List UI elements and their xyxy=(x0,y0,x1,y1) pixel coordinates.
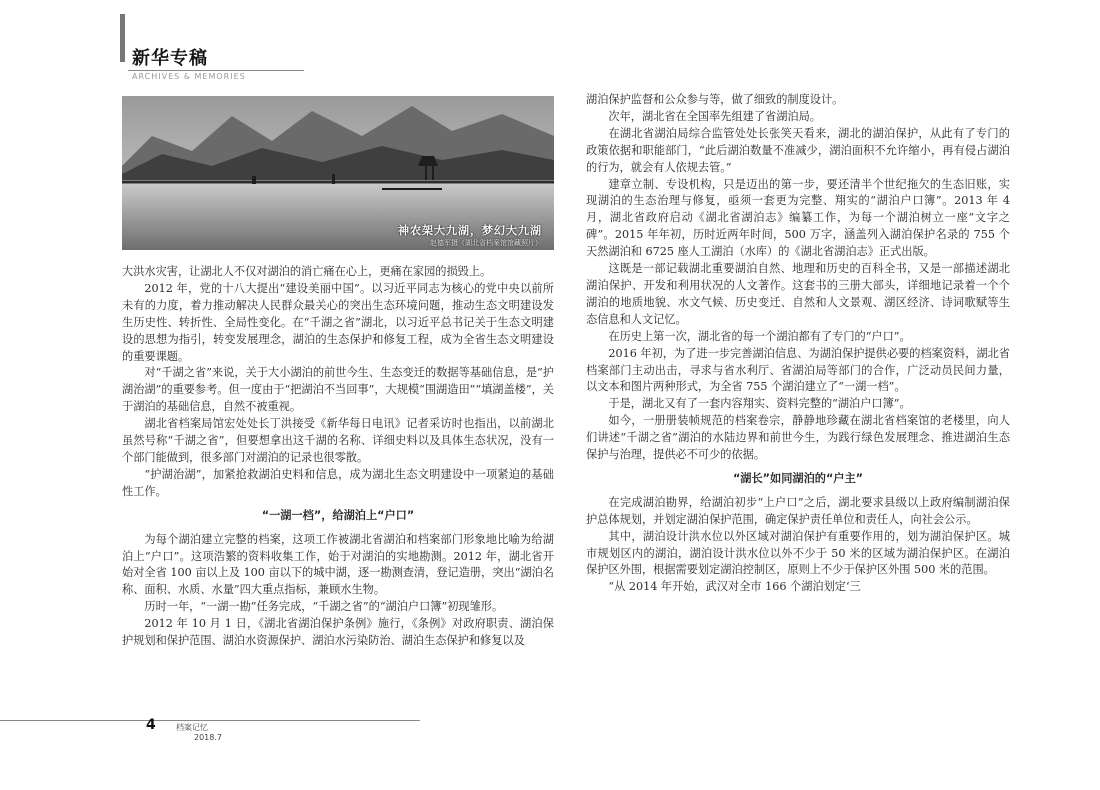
paragraph: 大洪水灾害，让湖北人不仅对湖泊的消亡痛在心上，更痛在家园的损毁上。 xyxy=(122,265,492,278)
column-title: 新华专稿 xyxy=(132,48,208,69)
paragraph: 如今，一册册装帧规范的档案卷宗，静静地珍藏在湖北省档案馆的老楼里，向人们讲述“千湖之省”湖泊的水陆边界和前世今生，为践行绿色发展理念、推进湖泊生态保护与治理，提供必不可少的依据。 xyxy=(586,414,1010,462)
paragraph: 为每个湖泊建立完整的档案，这项工作被湖北省湖泊和档案部门形象地比喻为给湖泊上“户口”。这项浩繁的资料收集工作，始于对湖泊的实地勘测。2012 年，湖北省开始对全省 100 亩以上及 100 亩以下的城中湖，逐一勘测查清，登记造册，突出“湖泊名称、面积、水质、水量”四大重点指标，兼顾水生物。 xyxy=(122,532,554,597)
paragraph: “护湖治湖”，加紧抢救湖泊史料和信息，成为湖北生态文明建设中一项紧迫的基础性工作。 xyxy=(122,467,554,498)
column-subtitle: ARCHIVES & MEMORIES xyxy=(132,72,246,81)
paragraph: 2012 年，党的十八大提出“建设美丽中国”。以习近平同志为核心的党中央以前所未有的力度，着力推动解决人民群众最关心的突出生态环境问题，推动生态文明建设发生历史性、转折性、全局性变化。在“千湖之省”湖北，以习近平总书记关于生态文明建设的思想为指引，转变发展理念，湖泊的生态保护和修复工程，成为全省生态文明建设的重要课题。 xyxy=(122,281,554,363)
footer-rule xyxy=(0,720,420,721)
paragraph: 次年，湖北省在全国率先组建了省湖泊局。 xyxy=(608,109,821,123)
photo-credit: 赵德军摄（湖北省档案馆馆藏照片） xyxy=(430,239,542,247)
section-heading: “湖长”如同湖泊的“户主” xyxy=(732,471,864,485)
paragraph: 于是，湖北又有了一套内容翔实、资料完整的“湖泊户口簿”。 xyxy=(608,397,911,411)
paragraph: 在历史上第一次，湖北省的每一个湖泊都有了专门的“户口”。 xyxy=(608,329,911,343)
paragraph: 建章立制、专设机构，只是迈出的第一步，要还清半个世纪拖欠的生态旧账，实现湖泊的生态治理与修复，亟须一套更为完整、翔实的“湖泊户口簿”。2013 年 4 月，湖北省政府启动《湖北省湖泊志》编纂工作，为每一个湖泊树立一座“文字之碑”。2015 年年初，历时近两年时间，500 万字，涵盖列入湖泊保护名录的 755 个天然湖泊和 6725 座人工湖泊（水库）的《湖北省湖泊志》正式出版。 xyxy=(586,177,1010,259)
issue-date: 2018.7 xyxy=(194,733,222,742)
page-number: 4 xyxy=(146,717,156,733)
paragraph: 历时一年，“一湖一勘”任务完成，“千湖之省”的“湖泊户口簿”初现雏形。 xyxy=(144,600,504,614)
paragraph: “从 2014 年开始，武汉对全市 166 个湖泊划定‘三 xyxy=(608,580,861,594)
header-accent-bar xyxy=(120,14,125,62)
paragraph: 对“千湖之省”来说，关于大小湖泊的前世今生、生态变迁的数据等基础信息，是“护湖治湖”的重要参考。但一度由于“把湖泊不当回事”，大规模“围湖造田”“填湖盖楼”，关于湖泊的基础信息，自然不被重视。 xyxy=(122,366,554,414)
paragraph: 在完成湖泊勘界，给湖泊初步“上户口”之后，湖北要求县级以上政府编制湖泊保护总体规划，并划定湖泊保护范围，确定保护责任单位和责任人，向社会公示。 xyxy=(586,495,1010,526)
header-rule xyxy=(128,70,304,71)
paragraph: 湖北省档案局馆宏处处长丁洪接受《新华每日电讯》记者采访时也指出，以前湖北虽然号称“千湖之省”，但要想拿出这千湖的名称、详细史料以及具体生态状况，没有一个部门能做到，很多部门对湖泊的记录也很零散。 xyxy=(122,417,554,464)
right-column xyxy=(586,92,1010,596)
paragraph: 2016 年初，为了进一步完善湖泊信息、为湖泊保护提供必要的档案资料，湖北省档案部门主动出击，寻求与省水利厅、省湖泊局等部门的合作，广泛动员民间力量，以文本和图片两种形式，为全省 755 个湖泊建立了“一湖一档”。 xyxy=(586,346,1010,394)
paragraph: 在湖北省湖泊局综合监管处处长张笑天看来，湖北的湖泊保护，从此有了专门的政策依据和职能部门，“此后湖泊数量不准减少，湖泊面积不允许缩小，再有侵占湖泊的行为，就会有人依规去管。” xyxy=(586,126,1010,174)
left-column xyxy=(122,264,554,650)
lake-photo xyxy=(122,96,554,250)
paragraph: 其中，湖泊设计洪水位以外区域对湖泊保护有重要作用的，划为湖泊保护区。城市规划区内的湖泊，湖泊设计洪水位以外不少于 50 米的区域为湖泊保护区。在湖泊保护区外围，根据需要划定湖泊控制区，原则上不少于保护区外围 500 米的范围。 xyxy=(586,529,1010,577)
paragraph: 2012 年 10 月 1 日，《湖北省湖泊保护条例》施行，《条例》对政府职责、湖泊保护规划和保护范围、湖泊水资源保护、湖泊水污染防治、湖泊生态保护和修复以及 xyxy=(122,617,554,648)
section-heading: “一湖一档”，给湖泊上“户口” xyxy=(261,508,415,522)
paragraph: 这既是一部记载湖北重要湖泊自然、地理和历史的百科全书，又是一部描述湖北湖泊保护、开发和利用状况的人文著作。这套书的三册大部头，详细地记录着一个个湖泊的地质地貌、水文气候、历史变迁、自然和人文景观、湖区经济、诗词歌赋等生态信息和人文记忆。 xyxy=(586,262,1010,326)
photo-caption: 神农架大九湖，梦幻大九湖 xyxy=(398,224,542,237)
magazine-name: 档案记忆 xyxy=(176,723,208,732)
paragraph: 湖泊保护监督和公众参与等，做了细致的制度设计。 xyxy=(586,93,844,106)
